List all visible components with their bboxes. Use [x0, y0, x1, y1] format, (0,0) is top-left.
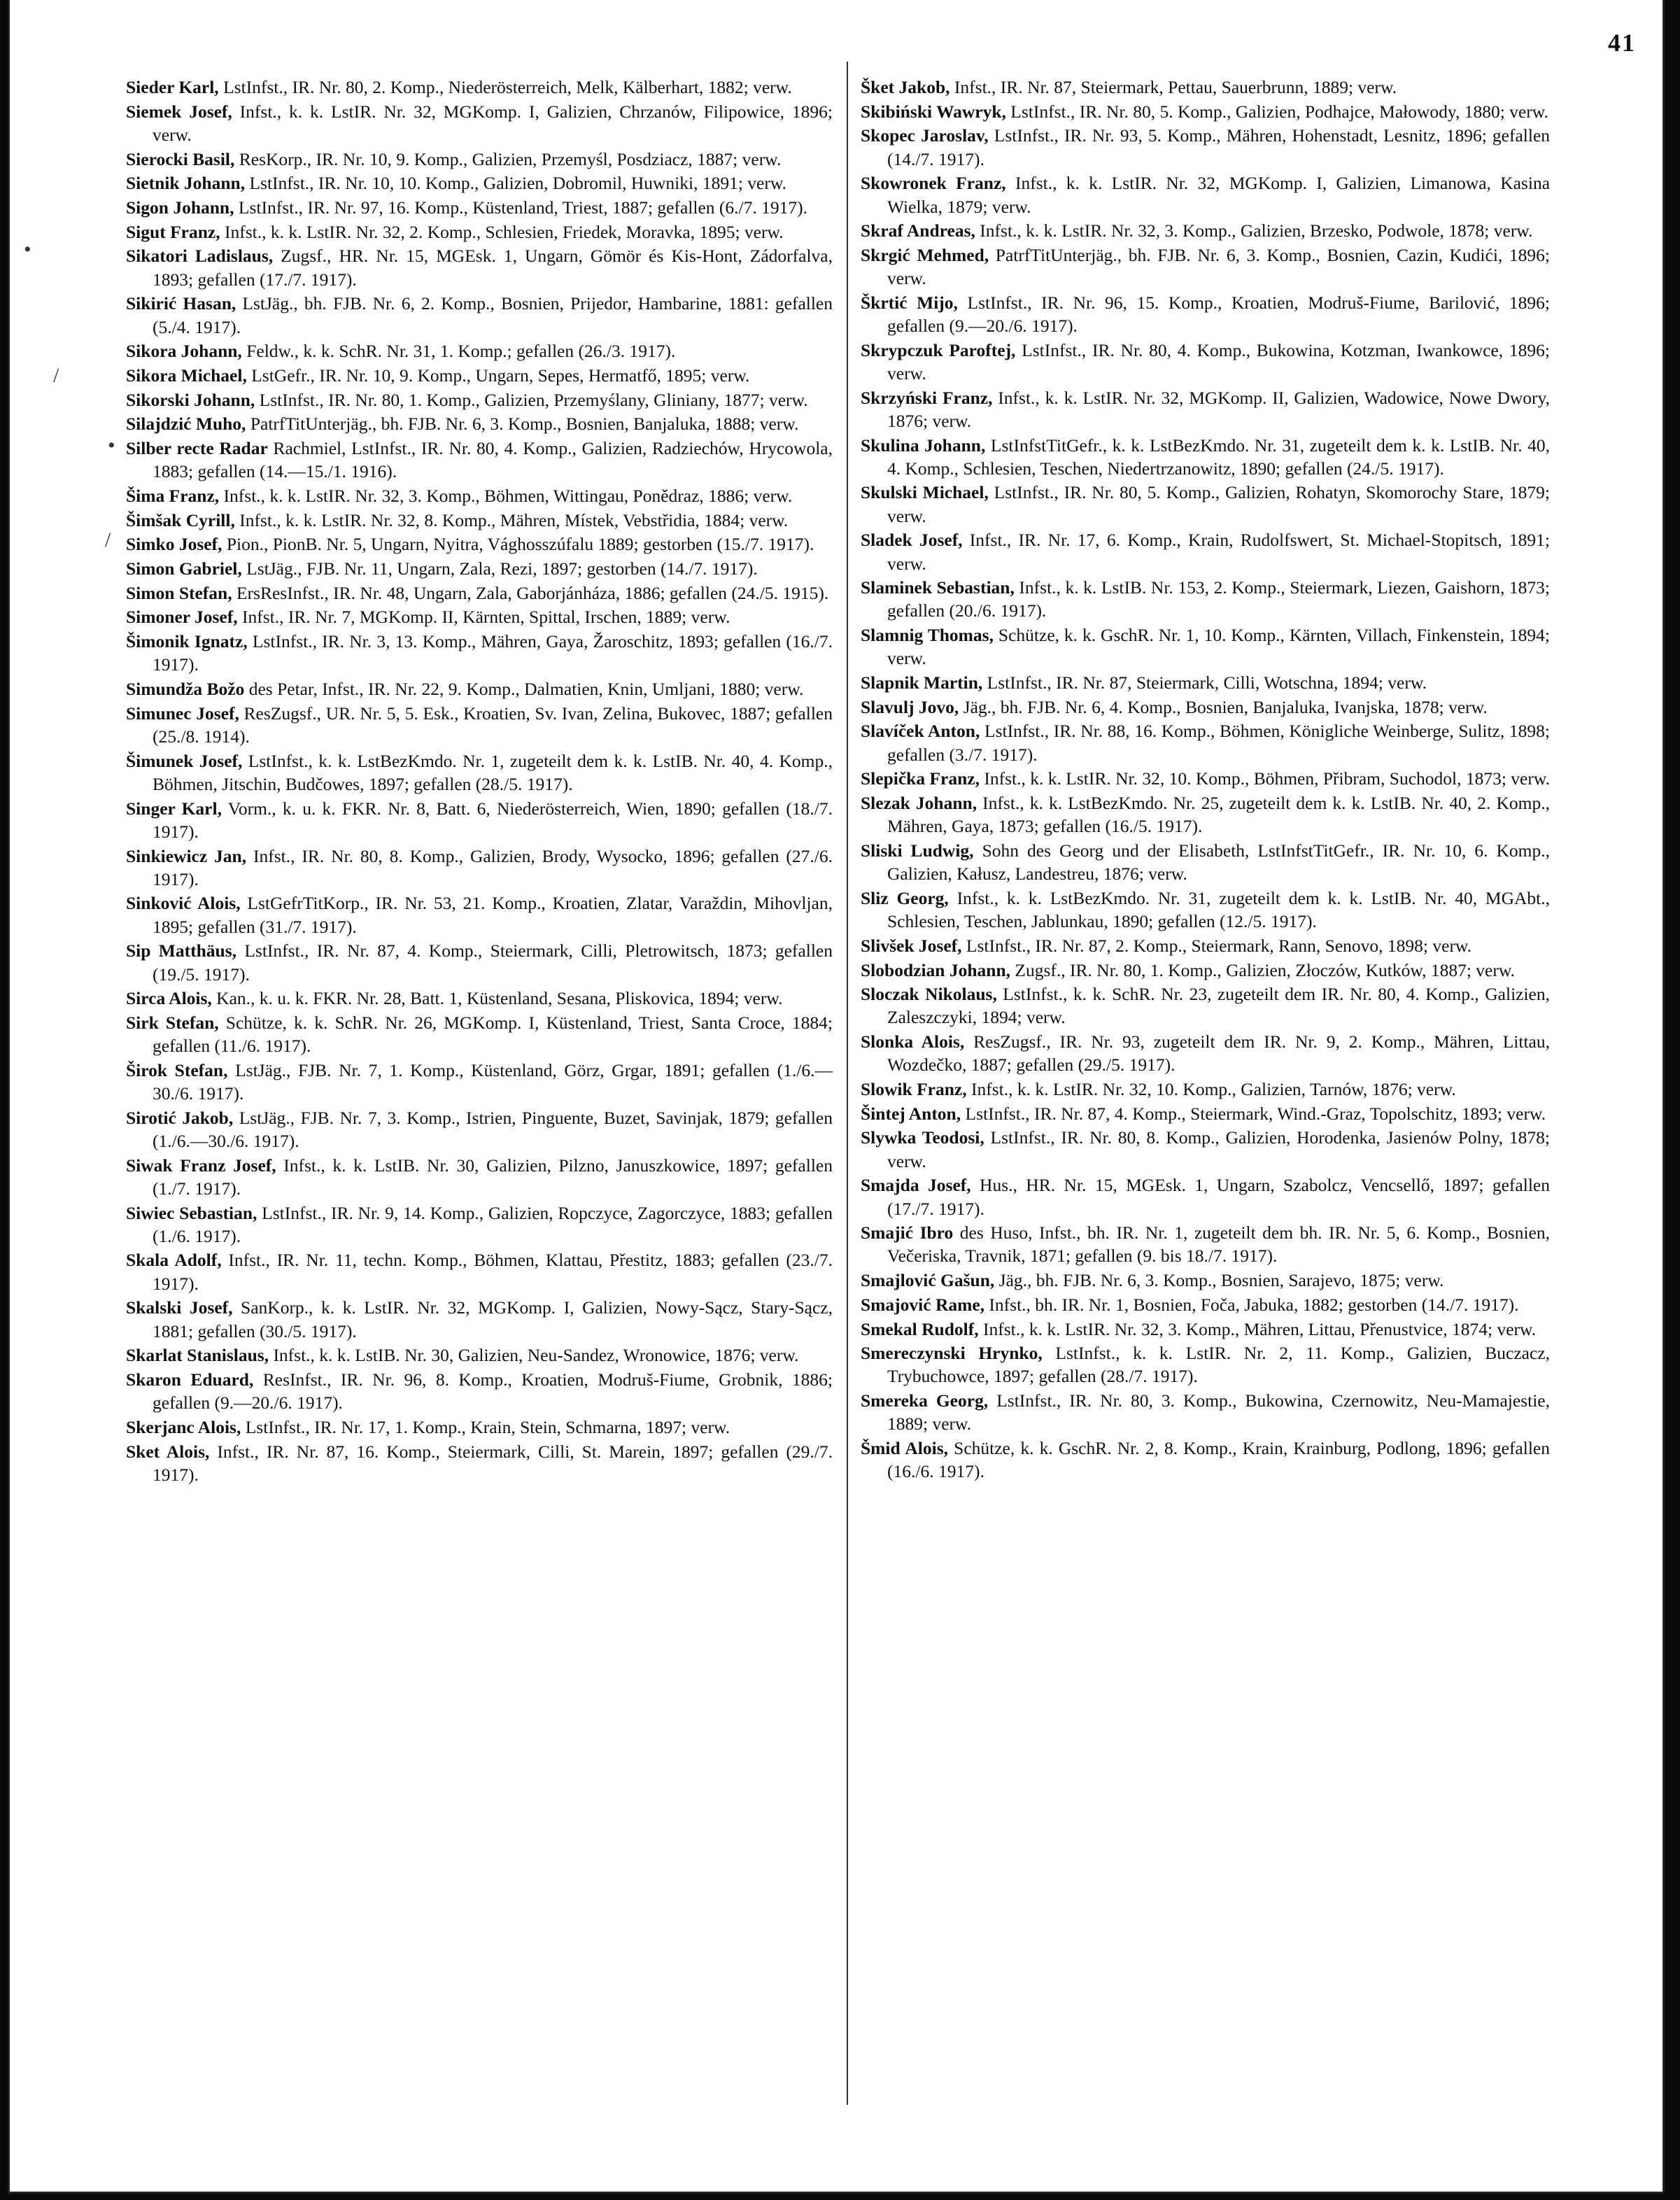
register-entry [126, 891, 833, 938]
register-entry [126, 437, 833, 483]
entry-name: Šintej Anton, [861, 1103, 961, 1124]
entry-details: LstInfst., IR. Nr. 80, 3. Komp., Bukowina, Czernowitz, Neu-Mamajestie, 1889; verw. [887, 1390, 1550, 1434]
entry-details: LstInfst., IR. Nr. 80, 5. Komp., Galizien, Podhajce, Małowody, 1880; verw. [1005, 101, 1548, 122]
register-entry [861, 1078, 1550, 1101]
entry-name: Slepička Franz, [861, 768, 980, 789]
entry-name: Skaron Eduard, [126, 1369, 254, 1390]
entry-details: PatrfTitUnterjäg., bh. FJB. Nr. 6, 3. Komp., Bosnien, Banjaluka, 1888; verw. [246, 414, 799, 435]
register-entry [126, 292, 833, 338]
entry-details: LstGefrTitKorp., IR. Nr. 53, 21. Komp., Kroatien, Zlatar, Varaždin, Mihovljan, 1895; gefallen (31./7. 1917). [153, 893, 833, 937]
register-entry [126, 1248, 833, 1295]
entry-details: Jäg., bh. FJB. Nr. 6, 4. Komp., Bosnien, Banjaluka, Ivanjska, 1878; verw. [959, 696, 1488, 717]
entry-details: Infst., k. k. LstIR. Nr. 32, 10. Komp., Galizien, Tarnów, 1876; verw. [966, 1079, 1456, 1100]
entry-name: Sip Matthäus, [126, 940, 237, 961]
entry-name: Sladek Josef, [861, 530, 963, 551]
register-entry [861, 839, 1550, 885]
entry-details: LstGefr., IR. Nr. 10, 9. Komp., Ungarn, Sepes, Hermatfő, 1895; verw. [246, 365, 750, 386]
entry-details: Sohn des Georg und der Elisabeth, LstInfstTitGefr., IR. Nr. 10, 6. Komp., Galizien, Kałusz, Landestreu, 1876; verw. [887, 840, 1550, 884]
entry-details: SanKorp., k. k. LstIR. Nr. 32, MGKomp. I, Galizien, Nowy-Sącz, Stary-Sącz, 1881; gefallen (30./5. 1917). [153, 1297, 833, 1341]
entry-name: Sikatori Ladislaus, [126, 246, 274, 267]
entry-details: PatrfTitUnterjäg., bh. FJB. Nr. 6, 3. Komp., Bosnien, Cazin, Kudići, 1896; verw. [887, 244, 1550, 289]
entry-details: Zugsf., IR. Nr. 80, 1. Komp., Galizien, Złoczów, Kutków, 1887; verw. [1010, 959, 1515, 980]
register-entry [861, 1030, 1550, 1076]
register-entry [861, 671, 1550, 694]
entry-name: Slavulj Jovo, [861, 696, 959, 717]
register-entry [861, 1126, 1550, 1172]
entry-name: Sliz Georg, [861, 887, 949, 908]
entry-name: Sierocki Basil, [126, 148, 235, 169]
register-entry [126, 388, 833, 411]
entry-details: LstJäg., FJB. Nr. 7, 1. Komp., Küstenland, Görz, Grgar, 1891; gefallen (1./6.—30./6. 1917). [153, 1059, 833, 1104]
entry-details: LstInfst., k. k. LstBezKmdo. Nr. 1, zugeteilt dem k. k. LstIB. Nr. 40, 4. Komp., Böhmen, Jitschin, Budčowes, 1897; gefallen (28./5. 1917). [153, 750, 833, 794]
entry-details: LstInfst., IR. Nr. 87, 4. Komp., Steiermark, Wind.-Graz, Topolschitz, 1893; verw. [961, 1103, 1546, 1124]
entry-name: Silber recte Radar [126, 438, 268, 459]
register-entry [126, 630, 833, 676]
column-divider [847, 62, 848, 2105]
register-entry [861, 244, 1550, 290]
entry-name: Sikora Michael, [126, 365, 247, 386]
register-entry [126, 1201, 833, 1248]
entry-details: LstInfst., k. k. SchR. Nr. 23, zugeteilt dem IR. Nr. 80, 4. Komp., Galizien, Zaleszczyki, 1894; verw. [887, 984, 1550, 1028]
entry-details: Infst., k. k. LstBezKmdo. Nr. 31, zugeteilt dem k. k. LstIB. Nr. 40, MGAbt., Schlesien, Teschen, Jablunkau, 1890; gefallen (12./5. 1917). [887, 887, 1551, 932]
register-entry [861, 1221, 1550, 1267]
entry-details: LstInfst., IR. Nr. 93, 5. Komp., Mähren, Hohenstadt, Lesnitz, 1896; gefallen (14./7. 1917). [887, 125, 1551, 169]
register-entry [126, 171, 833, 195]
entry-details: des Huso, Infst., bh. IR. Nr. 1, zugeteilt dem bh. IR. Nr. 5, 6. Komp., Bosnien, Večeriska, Travnik, 1871; gefallen (9. bis 18./7. 1917). [887, 1222, 1550, 1267]
entry-details: LstInfst., IR. Nr. 80, 4. Komp., Bukowina, Kotzman, Iwankowce, 1896; verw. [887, 339, 1550, 383]
entry-details: LstInfst., k. k. LstIR. Nr. 2, 11. Komp., Galizien, Buczacz, Trybuchowce, 1897; gefallen (28./7. 1917). [887, 1343, 1550, 1387]
register-entry [861, 1173, 1550, 1220]
register-entry [861, 339, 1550, 385]
register-entry [126, 509, 833, 532]
entry-name: Skrypczuk Paroftej, [861, 339, 1016, 360]
register-entry [126, 220, 833, 244]
entry-name: Simon Gabriel, [126, 558, 242, 579]
entry-name: Simko Josef, [126, 534, 223, 555]
register-entry [126, 244, 833, 290]
entry-details: LstInfst., IR. Nr. 3, 13. Komp., Mähren, Gaya, Žaroschitz, 1893; gefallen (16./7. 1917). [153, 631, 833, 675]
entry-details: Infst., IR. Nr. 87, 16. Komp., Steiermark, Cilli, St. Marein, 1897; gefallen (29./7. 1917). [153, 1441, 833, 1485]
register-entry [861, 1437, 1550, 1483]
entry-name: Slaminek Sebastian, [861, 577, 1015, 598]
entry-name: Sieder Karl, [126, 77, 219, 97]
register-entry [126, 76, 833, 99]
entry-name: Sietnik Johann, [126, 173, 246, 194]
entry-details: Infst., k. k. LstIR. Nr. 32, 3. Komp., Mähren, Littau, Přenustvice, 1874; verw. [978, 1318, 1537, 1339]
entry-details: Infst., IR. Nr. 11, techn. Komp., Böhmen, Klattau, Přestitz, 1883; gefallen (23./7. 1917). [153, 1250, 833, 1294]
entry-name: Šmid Alois, [861, 1438, 949, 1459]
entry-details: LstInfst., IR. Nr. 80, 1. Komp., Galizien, Przemyślany, Gliniany, 1877; verw. [255, 389, 808, 410]
entry-name: Skerjanc Alois, [126, 1416, 241, 1437]
margin-mark: / [53, 364, 59, 387]
entry-details: ResZugsf., UR. Nr. 5, 5. Esk., Kroatien, Sv. Ivan, Zelina, Bukovec, 1887; gefallen (25./8. 1914). [153, 703, 833, 747]
entry-details: Infst., k. k. LstIR. Nr. 32, 3. Komp., Galizien, Brzesko, Podwole, 1878; verw. [975, 220, 1533, 241]
entry-details: Kan., k. u. k. FKR. Nr. 28, Batt. 1, Küstenland, Sesana, Pliskovica, 1894; verw. [211, 988, 783, 1009]
register-entry [126, 702, 833, 748]
margin-mark: • [24, 238, 31, 261]
entry-name: Slamnig Thomas, [861, 625, 994, 646]
entry-details: Schütze, k. k. GschR. Nr. 2, 8. Komp., Krain, Krainburg, Podlong, 1896; gefallen (16./6. 1917). [887, 1438, 1550, 1482]
entry-name: Simundža Božo [126, 679, 245, 700]
register-entry [126, 1440, 833, 1486]
entry-details: LstInfst., IR. Nr. 9, 14. Komp., Galizien, Ropczyce, Zagorczyce, 1883; gefallen (1./6. 1917). [153, 1202, 833, 1246]
entry-details: Infst., bh. IR. Nr. 1, Bosnien, Foča, Jabuka, 1882; gestorben (14./7. 1917). [984, 1294, 1519, 1315]
register-entry [126, 364, 833, 387]
entry-details: LstInfst., IR. Nr. 96, 15. Komp., Kroatien, Modruš-Fiume, Barilović, 1896; gefallen (9.—20./6. 1917). [887, 292, 1550, 337]
entry-name: Skulina Johann, [861, 435, 986, 456]
entry-name: Skowronek Franz, [861, 173, 1006, 194]
entry-details: Pion., PionB. Nr. 5, Ungarn, Nyitra, Vághosszúfalu 1889; gestorben (15./7. 1917). [222, 534, 814, 555]
register-entry [126, 148, 833, 171]
entry-name: Smajlović Gašun, [861, 1270, 995, 1291]
register-entry [861, 124, 1550, 170]
entry-details: ErsResInfst., IR. Nr. 48, Ungarn, Zala, Gaborjánháza, 1886; gefallen (24./5. 1915). [232, 582, 829, 603]
entry-name: Sinkiewicz Jan, [126, 845, 247, 866]
entry-name: Slivšek Josef, [861, 935, 962, 956]
entry-name: Sikorski Johann, [126, 389, 255, 410]
entry-name: Sikora Johann, [126, 341, 242, 362]
entry-name: Simoner Josef, [126, 607, 238, 628]
entry-details: ResKorp., IR. Nr. 10, 9. Komp., Galizien, Przemyśl, Posdziacz, 1887; verw. [234, 148, 782, 169]
margin-mark: / [105, 528, 111, 551]
entry-name: Siwiec Sebastian, [126, 1202, 257, 1223]
register-entry [126, 845, 833, 891]
entry-name: Smajović Rame, [861, 1294, 985, 1315]
entry-details: Infst., k. k. LstIB. Nr. 30, Galizien, Neu-Sandez, Wronowice, 1876; verw. [269, 1345, 799, 1366]
entry-details: Zugsf., HR. Nr. 15, MGEsk. 1, Ungarn, Gömör és Kis-Hont, Zádorfalva, 1893; gefallen (17./7. 1917). [153, 246, 833, 290]
entry-details: Infst., IR. Nr. 17, 6. Komp., Krain, Rudolfswert, St. Michael-Stopitsch, 1891; verw. [887, 530, 1550, 574]
register-entry [861, 100, 1550, 123]
entry-name: Slavíček Anton, [861, 721, 980, 742]
entry-details: LstInfst., IR. Nr. 87, 2. Komp., Steiermark, Rann, Senovo, 1898; verw. [961, 935, 1472, 956]
entry-name: Slonka Alois, [861, 1031, 965, 1052]
document-page [10, 0, 1663, 2192]
entry-details: Feldw., k. k. SchR. Nr. 31, 1. Komp.; gefallen (26./3. 1917). [241, 341, 676, 362]
entry-details: Infst., IR. Nr. 80, 8. Komp., Galizien, Brody, Wysocko, 1896; gefallen (27./6. 1917). [153, 845, 833, 889]
entry-name: Singer Karl, [126, 798, 222, 819]
entry-name: Šket Jakob, [861, 77, 950, 97]
entry-details: LstInfst., IR. Nr. 97, 16. Komp., Küstenland, Triest, 1887; gefallen (6./7. 1917). [234, 197, 807, 218]
entry-details: LstInfst., IR. Nr. 80, 5. Komp., Galizien, Rohatyn, Skomorochy Stare, 1879; verw. [887, 482, 1550, 526]
entry-name: Skopec Jaroslav, [861, 125, 989, 146]
entry-name: Šimunek Josef, [126, 750, 243, 771]
register-entry [126, 339, 833, 362]
page-number: 41 [1608, 29, 1636, 57]
entry-name: Sirotić Jakob, [126, 1107, 234, 1128]
entry-name: Skulski Michael, [861, 482, 989, 503]
entry-details: LstInfst., IR. Nr. 10, 10. Komp., Galizien, Dobromil, Huwniki, 1891; verw. [245, 173, 786, 194]
entry-details: Rachmiel, LstInfst., IR. Nr. 80, 4. Komp., Galizien, Radziechów, Hrycowola, 1883; gefallen (14.—15./1. 1916). [153, 438, 833, 482]
entry-name: Slapnik Martin, [861, 672, 983, 693]
entry-name: Smereka Georg, [861, 1390, 989, 1411]
register-entry [861, 481, 1550, 527]
entry-details: Jäg., bh. FJB. Nr. 6, 3. Komp., Bosnien, Sarajevo, 1875; verw. [994, 1270, 1444, 1291]
entry-details: Vorm., k. u. k. FKR. Nr. 8, Batt. 6, Niederösterreich, Wien, 1890; gefallen (18./7. 1917). [153, 798, 833, 842]
register-entry [861, 887, 1550, 933]
entry-name: Smereczynski Hrynko, [861, 1343, 1043, 1364]
entry-name: Simon Stefan, [126, 582, 232, 603]
register-entry [861, 219, 1550, 242]
entry-details: LstJäg., FJB. Nr. 7, 3. Komp., Istrien, Pinguente, Buzet, Savinjak, 1879; gefallen (1./6.—30./6. 1917). [153, 1107, 833, 1151]
entry-details: LstInfst., IR. Nr. 87, Steiermark, Cilli, Wotschna, 1894; verw. [982, 672, 1427, 693]
entry-details: LstJäg., bh. FJB. Nr. 6, 2. Komp., Bosnien, Prijedor, Hambarine, 1881: gefallen (5./4. 1917). [153, 293, 833, 337]
register-entry [861, 291, 1550, 337]
entry-details: LstInfst., IR. Nr. 88, 16. Komp., Böhmen, Königliche Weinberge, Sulitz, 1898; gefallen (3./7. 1917). [887, 721, 1550, 765]
entry-name: Slywka Teodosi, [861, 1127, 984, 1148]
entry-details: LstInfst., IR. Nr. 87, 4. Komp., Steiermark, Cilli, Pletrowitsch, 1873; gefallen (19./5. 1917). [153, 940, 833, 985]
entry-details: Infst., k. k. LstIR. Nr. 32, MGKomp. I, Galizien, Chrzanów, Filipowice, 1896; verw. [153, 101, 833, 145]
entry-name: Sikirić Hasan, [126, 293, 237, 314]
entry-name: Slezak Johann, [861, 793, 977, 814]
register-entry [126, 939, 833, 985]
entry-details: Infst., k. k. LstIR. Nr. 32, 3. Komp., Böhmen, Wittingau, Ponědraz, 1886; verw. [219, 485, 793, 506]
entry-details: LstInfst., IR. Nr. 80, 2. Komp., Niederösterreich, Melk, Kälberhart, 1882; verw. [218, 77, 792, 97]
register-entry [861, 959, 1550, 982]
entry-name: Sliski Ludwig, [861, 840, 974, 861]
entry-details: Infst., k. k. LstIR. Nr. 32, 2. Komp., Schlesien, Friedek, Moravka, 1895; verw. [220, 221, 784, 242]
register-entry [861, 1269, 1550, 1292]
entry-name: Smajić Ibro [861, 1222, 954, 1243]
entry-name: Slobodzian Johann, [861, 959, 1011, 980]
entry-details: LstInfstTitGefr., k. k. LstBezKmdo. Nr. 31, zugeteilt dem k. k. LstIB. Nr. 40, 4. Komp., Schlesien, Teschen, Niedertrzanowitz, 1890; gefallen (24./5. 1917). [887, 435, 1550, 479]
entry-details: Infst., k. k. LstIR. Nr. 32, MGKomp. II, Galizien, Wadowice, Nowe Dwory, 1876; verw. [887, 387, 1550, 431]
register-entry [861, 1293, 1550, 1316]
register-entry [861, 767, 1550, 790]
register-entry [861, 934, 1550, 957]
register-entry [126, 1368, 833, 1414]
entry-name: Skala Adolf, [126, 1250, 222, 1271]
entry-details: des Petar, Infst., IR. Nr. 22, 9. Komp., Dalmatien, Knin, Umljani, 1880; verw. [244, 679, 804, 700]
register-entry [126, 533, 833, 556]
margin-mark: • [108, 434, 115, 457]
entry-name: Slowik Franz, [861, 1079, 967, 1100]
register-entry [861, 434, 1550, 480]
register-entry [126, 1344, 833, 1367]
register-entry [126, 1296, 833, 1342]
register-entry [861, 1341, 1550, 1388]
register-entry [126, 1106, 833, 1152]
entry-details: Infst., k. k. LstIB. Nr. 30, Galizien, Pilzno, Januszkowice, 1897; gefallen (1./7. 1917). [153, 1155, 833, 1199]
register-entry [126, 557, 833, 580]
entry-name: Šima Franz, [126, 485, 220, 506]
entry-details: Infst., k. k. LstIR. Nr. 32, 10. Komp., Böhmen, Přibram, Suchodol, 1873; verw. [980, 768, 1551, 789]
register-entry [861, 719, 1550, 766]
register-entry [861, 696, 1550, 719]
register-entry [861, 76, 1550, 99]
register-entry [126, 797, 833, 843]
entry-details: Infst., k. k. LstBezKmdo. Nr. 25, zugeteilt dem k. k. LstIB. Nr. 40, 2. Komp., Mähren, Gaya, 1873; gefallen (16./5. 1917). [887, 793, 1550, 837]
register-entry [861, 623, 1550, 670]
entry-name: Skrzyński Franz, [861, 387, 993, 408]
register-entry [861, 576, 1550, 622]
entry-details: Hus., HR. Nr. 15, MGEsk. 1, Ungarn, Szabolcz, Vencsellő, 1897; gefallen (17./7. 1917). [887, 1175, 1550, 1219]
entry-details: LstJäg., FJB. Nr. 11, Ungarn, Zala, Rezi, 1897; gestorben (14./7. 1917). [241, 558, 758, 579]
register-entry [861, 1389, 1550, 1435]
register-entry [126, 677, 833, 700]
entry-details: Infst., k. k. LstIR. Nr. 32, 8. Komp., Mähren, Místek, Vebstřidia, 1884; verw. [234, 509, 789, 530]
entry-details: LstInfst., IR. Nr. 17, 1. Komp., Krain, Stein, Schmarna, 1897; verw. [241, 1416, 730, 1437]
entry-details: LstInfst., IR. Nr. 80, 8. Komp., Galizien, Horodenka, Jasienów Polny, 1878; verw. [887, 1127, 1550, 1171]
entry-name: Sirca Alois, [126, 988, 212, 1009]
register-entry [126, 605, 833, 628]
entry-details: Infst., k. k. LstIB. Nr. 153, 2. Komp., Steiermark, Liezen, Gaishorn, 1873; gefallen (20./6. 1917). [887, 577, 1550, 621]
register-entry [861, 791, 1550, 838]
entry-name: Šimšak Cyrill, [126, 509, 235, 530]
entry-name: Sigut Franz, [126, 221, 220, 242]
register-entry [126, 1011, 833, 1057]
register-entry [861, 386, 1550, 432]
entry-name: Skrgić Mehmed, [861, 244, 989, 265]
entry-name: Sloczak Nikolaus, [861, 984, 997, 1005]
entry-name: Širok Stefan, [126, 1059, 228, 1080]
entry-details: ResZugsf., IR. Nr. 93, zugeteilt dem IR. Nr. 9, 2. Komp., Mähren, Littau, Wozdečko, 1887; gefallen (29./5. 1917). [887, 1031, 1551, 1076]
right-column [861, 76, 1550, 1484]
entry-details: Schütze, k. k. GschR. Nr. 1, 10. Komp., Kärnten, Villach, Finkenstein, 1894; verw. [887, 625, 1550, 669]
entry-name: Silajdzić Muho, [126, 414, 246, 435]
entry-name: Siemek Josef, [126, 101, 232, 122]
register-entry [126, 100, 833, 146]
register-entry [861, 982, 1550, 1029]
entry-name: Sinković Alois, [126, 893, 241, 914]
entry-name: Smekal Rudolf, [861, 1318, 979, 1339]
entry-name: Sirk Stefan, [126, 1012, 219, 1033]
left-column [126, 76, 833, 1487]
register-entry [126, 1059, 833, 1105]
entry-details: Infst., k. k. LstIR. Nr. 32, MGKomp. I, Galizien, Limanowa, Kasina Wielka, 1879; verw. [887, 173, 1551, 217]
entry-name: Siwak Franz Josef, [126, 1155, 276, 1176]
register-entry [126, 1416, 833, 1439]
entry-name: Sigon Johann, [126, 197, 234, 218]
entry-name: Skarlat Stanislaus, [126, 1345, 269, 1366]
register-entry [861, 528, 1550, 574]
entry-details: Schütze, k. k. SchR. Nr. 26, MGKomp. I, Küstenland, Triest, Santa Croce, 1884; gefallen (11./6. 1917). [153, 1012, 833, 1057]
entry-name: Skibiński Wawryk, [861, 101, 1006, 122]
entry-name: Škrtić Mijo, [861, 292, 958, 313]
register-entry [861, 1318, 1550, 1341]
entry-details: Infst., IR. Nr. 7, MGKomp. II, Kärnten, Spittal, Irschen, 1889; verw. [237, 607, 730, 628]
register-entry [861, 171, 1550, 218]
register-entry [126, 987, 833, 1010]
register-entry [861, 1102, 1550, 1125]
register-entry [126, 1154, 833, 1200]
entry-details: Infst., IR. Nr. 87, Steiermark, Pettau, Sauerbrunn, 1889; verw. [950, 77, 1397, 97]
register-entry [126, 196, 833, 219]
register-entry [126, 581, 833, 605]
entry-name: Simunec Josef, [126, 703, 239, 724]
entry-name: Smajda Josef, [861, 1175, 971, 1196]
register-entry [126, 484, 833, 507]
register-entry [126, 749, 833, 796]
entry-name: Skalski Josef, [126, 1297, 233, 1318]
register-entry [126, 412, 833, 435]
entry-name: Skraf Andreas, [861, 220, 975, 241]
entry-name: Šimonik Ignatz, [126, 631, 248, 652]
entry-name: Sket Alois, [126, 1441, 210, 1462]
entry-details: ResInfst., IR. Nr. 96, 8. Komp., Kroatien, Modruš-Fiume, Grobnik, 1886; gefallen (9.—20./6. 1917). [153, 1369, 833, 1413]
